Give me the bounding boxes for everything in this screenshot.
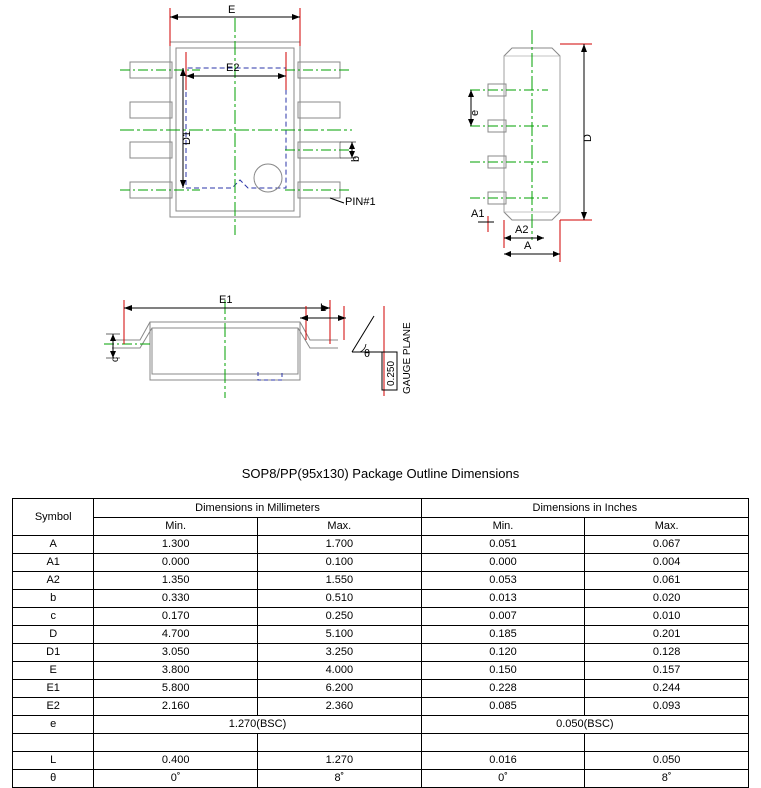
row-in-min: [421, 734, 585, 752]
row-symbol: b: [13, 590, 94, 608]
row-symbol: A1: [13, 554, 94, 572]
row-mm-min: 4.700: [94, 626, 258, 644]
row-symbol: D1: [13, 644, 94, 662]
row-in-max: 0.244: [585, 680, 749, 698]
row-mm-max: 0.510: [258, 590, 422, 608]
label-L: L: [320, 302, 327, 314]
row-in-min: 0.013: [421, 590, 585, 608]
header-mm-group: Dimensions in Millimeters: [94, 499, 421, 518]
table-row: [13, 626, 749, 644]
row-symbol: L: [13, 752, 94, 770]
header-mm-min: Min.: [94, 518, 258, 536]
row-mm-max: 6.200: [258, 680, 422, 698]
row-symbol: θ: [13, 770, 94, 788]
label-D: D: [582, 134, 594, 142]
row-mm-max: [258, 734, 422, 752]
row-mm-min: 5.800: [94, 680, 258, 698]
row-mm-max: 4.000: [258, 662, 422, 680]
row-mm-min: 0˚: [94, 770, 258, 788]
row-mm-max: 1.550: [258, 572, 422, 590]
row-symbol: A: [13, 536, 94, 554]
row-in-span: 0.050(BSC): [421, 716, 748, 734]
table-row: [13, 572, 749, 590]
row-symbol: E2: [13, 698, 94, 716]
table-header-row-1: [13, 499, 749, 518]
label-E1: E1: [219, 294, 233, 306]
dimensions-table: [12, 498, 749, 788]
row-in-min: 0.007: [421, 608, 585, 626]
top-view-group: [120, 8, 356, 235]
row-mm-max: 0.250: [258, 608, 422, 626]
row-mm-max: 2.360: [258, 698, 422, 716]
label-gauge-plane: GAUGE PLANE: [402, 322, 413, 394]
row-in-max: 0.004: [585, 554, 749, 572]
label-pin1: PIN#1: [345, 196, 376, 208]
front-view-group: [104, 300, 397, 398]
label-b: b: [350, 155, 362, 162]
row-in-max: 0.020: [585, 590, 749, 608]
row-symbol: E1: [13, 680, 94, 698]
row-in-max: 0.010: [585, 608, 749, 626]
label-D1: D1: [181, 130, 193, 145]
label-E2: E2: [226, 62, 240, 74]
row-symbol: D: [13, 626, 94, 644]
row-in-min: 0˚: [421, 770, 585, 788]
row-mm-min: 0.330: [94, 590, 258, 608]
row-in-max: 0.067: [585, 536, 749, 554]
label-E: E: [228, 4, 236, 16]
row-in-max: 0.050: [585, 752, 749, 770]
label-theta: θ: [364, 348, 371, 360]
row-mm-min: [94, 734, 258, 752]
row-in-max: [585, 734, 749, 752]
row-symbol: E: [13, 662, 94, 680]
row-in-min: 0.000: [421, 554, 585, 572]
label-c: c: [110, 357, 121, 362]
row-mm-max: 5.100: [258, 626, 422, 644]
table-row: [13, 752, 749, 770]
row-in-min: 0.185: [421, 626, 585, 644]
label-A1: A1: [471, 208, 485, 220]
header-symbol: Symbol: [13, 499, 94, 536]
row-in-min: 0.053: [421, 572, 585, 590]
row-in-min: 0.228: [421, 680, 585, 698]
table-row-blank: [13, 734, 749, 752]
row-in-max: 0.061: [585, 572, 749, 590]
row-in-max: 0.128: [585, 644, 749, 662]
row-mm-max: 3.250: [258, 644, 422, 662]
table-row-span: [13, 716, 749, 734]
table-header-row-2: [13, 518, 749, 536]
row-in-min: 0.120: [421, 644, 585, 662]
row-mm-max: 1.700: [258, 536, 422, 554]
row-mm-min: 0.400: [94, 752, 258, 770]
label-A2: A2: [515, 224, 529, 236]
header-in-group: Dimensions in Inches: [421, 499, 748, 518]
table-row: [13, 680, 749, 698]
table-row: [13, 698, 749, 716]
row-mm-min: 3.050: [94, 644, 258, 662]
header-mm-max: Max.: [258, 518, 422, 536]
table-row: [13, 536, 749, 554]
row-symbol: e: [13, 716, 94, 734]
table-row: [13, 608, 749, 626]
row-mm-min: 1.300: [94, 536, 258, 554]
table-row: [13, 770, 749, 788]
row-symbol: c: [13, 608, 94, 626]
table-row: [13, 662, 749, 680]
page-title: SOP8/PP(95x130) Package Outline Dimensions: [241, 466, 520, 481]
row-mm-min: 3.800: [94, 662, 258, 680]
row-in-min: 0.016: [421, 752, 585, 770]
row-in-min: 0.085: [421, 698, 585, 716]
table-row: [13, 590, 749, 608]
row-in-min: 0.051: [421, 536, 585, 554]
header-in-max: Max.: [585, 518, 749, 536]
row-in-min: 0.150: [421, 662, 585, 680]
row-in-max: 0.093: [585, 698, 749, 716]
label-A: A: [524, 240, 532, 252]
row-symbol: A2: [13, 572, 94, 590]
label-gauge-tolerance: 0.250: [386, 360, 397, 386]
row-mm-min: 0.000: [94, 554, 258, 572]
row-mm-min: 1.350: [94, 572, 258, 590]
row-mm-min: 2.160: [94, 698, 258, 716]
row-mm-min: 0.170: [94, 608, 258, 626]
row-mm-span: 1.270(BSC): [94, 716, 421, 734]
row-mm-max: 1.270: [258, 752, 422, 770]
row-in-max: 8˚: [585, 770, 749, 788]
row-in-max: 0.201: [585, 626, 749, 644]
side-view-group: [468, 30, 592, 262]
row-mm-max: 0.100: [258, 554, 422, 572]
label-e: e: [469, 109, 481, 116]
table-row: [13, 554, 749, 572]
row-mm-max: 8˚: [258, 770, 422, 788]
table-row: [13, 644, 749, 662]
row-symbol: [13, 734, 94, 752]
header-in-min: Min.: [421, 518, 585, 536]
row-in-max: 0.157: [585, 662, 749, 680]
dimensions-table-wrap: [12, 498, 749, 788]
